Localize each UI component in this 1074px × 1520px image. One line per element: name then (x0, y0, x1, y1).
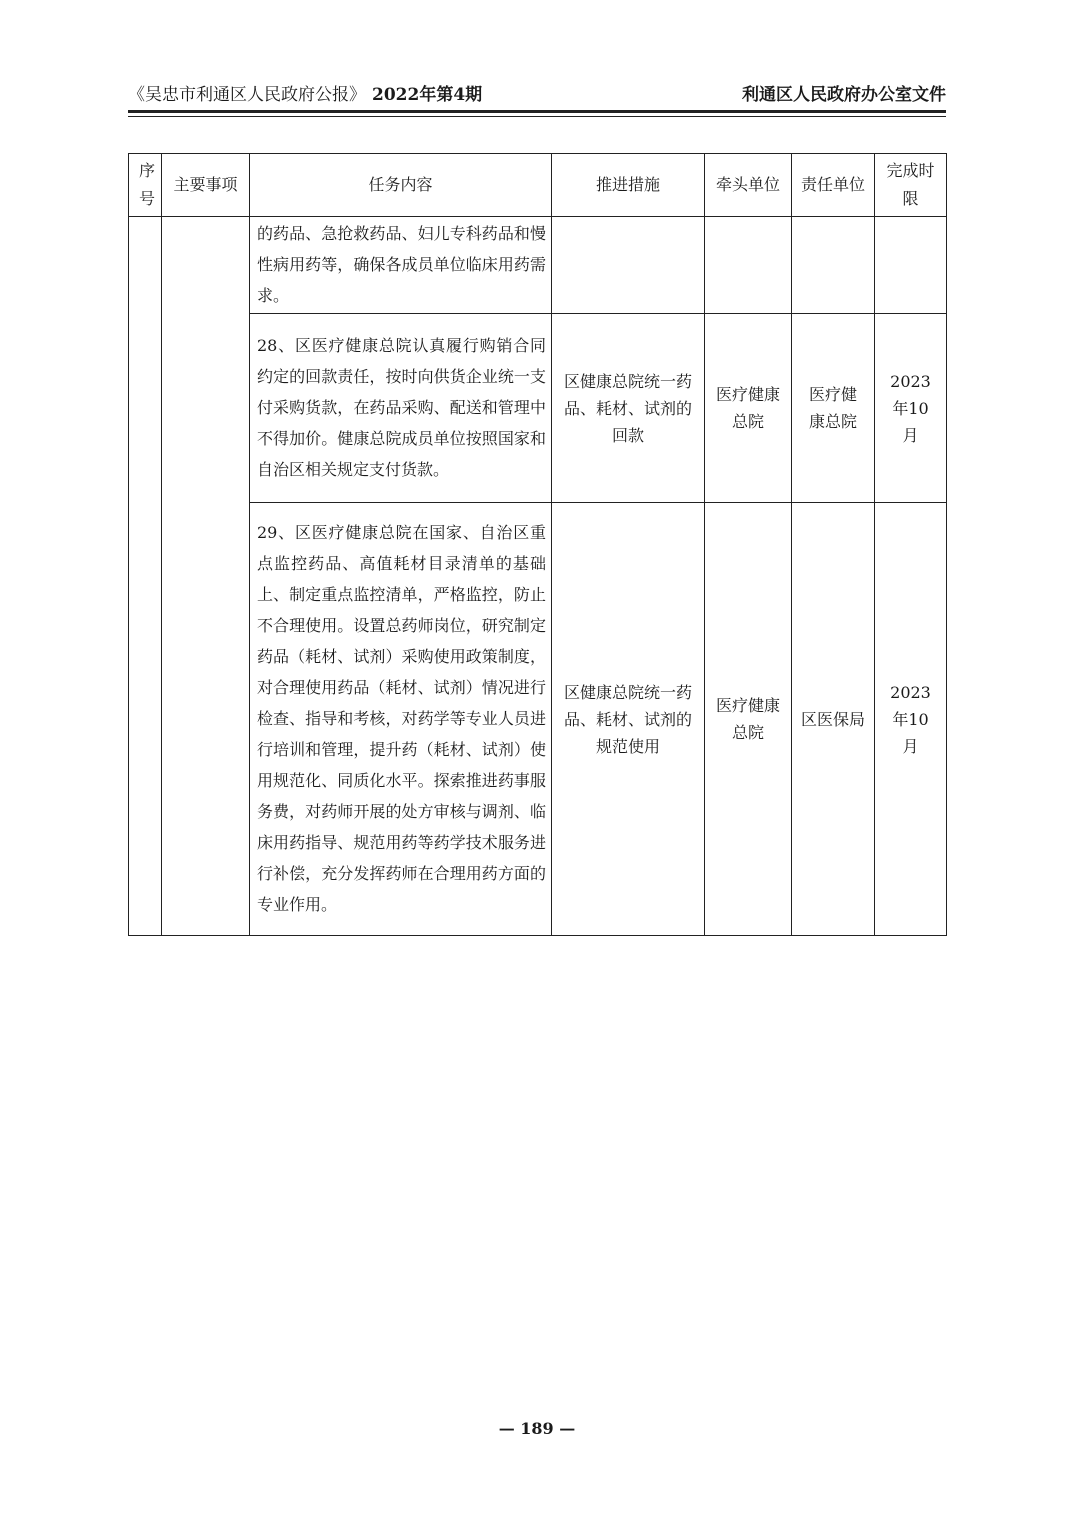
deadline-cell: 2023年10月 (875, 503, 947, 936)
deadline-cell (875, 217, 947, 314)
header-seq: 序号 (129, 154, 162, 217)
header-task: 任务内容 (250, 154, 552, 217)
page-number: — 189 — (498, 1419, 576, 1438)
header-office: 利通区人民政府办公室文件 (742, 85, 946, 105)
item-cell (162, 217, 250, 936)
page-header (128, 78, 946, 108)
measure-cell (552, 217, 705, 314)
task-cell: 的药品、急抢救药品、妇儿专科药品和慢性病用药等，确保各成员单位临床用药需求。 (250, 217, 552, 314)
measure-cell: 区健康总院统一药品、耗材、试剂的回款 (552, 314, 705, 503)
resp-cell (792, 217, 875, 314)
table-row (129, 217, 947, 314)
header-item: 主要事项 (162, 154, 250, 217)
publication-title: 《吴忠市利通区人民政府公报》 (128, 85, 366, 105)
lead-cell: 医疗健康总院 (705, 503, 792, 936)
header-rule-thick (128, 110, 946, 113)
header-resp: 责任单位 (792, 154, 875, 217)
header-measure: 推进措施 (552, 154, 705, 217)
table-header-row (129, 154, 947, 217)
resp-cell: 医疗健康总院 (792, 314, 875, 503)
task-table (128, 153, 947, 936)
lead-cell: 医疗健康总院 (705, 314, 792, 503)
measure-cell: 区健康总院统一药品、耗材、试剂的规范使用 (552, 503, 705, 936)
table-row (129, 314, 947, 503)
table-row (129, 503, 947, 936)
header-publication (128, 80, 482, 105)
issue-number: 2022年第4期 (372, 85, 483, 105)
task-cell: 28、区医疗健康总院认真履行购销合同约定的回款责任，按时向供货企业统一支付采购货款，在药品采购、配送和管理中不得加价。健康总院成员单位按照国家和自治区相关规定支付货款。 (250, 314, 552, 503)
task-cell: 29、区医疗健康总院在国家、自治区重点监控药品、高值耗材目录清单的基础上、制定重点监控清单，严格监控，防止不合理使用。设置总药师岗位，研究制定药品（耗材、试剂）采购使用政策制度，对合理使用药品（耗材、试剂）情况进行检查、指导和考核，对药学等专业人员进行培训和管理，提升药（耗材、试剂）使用规范化、同质化水平。探索推进药事服务费，对药师开展的处方审核与调剂、临床用药指导、规范用药等药学技术服务进行补偿，充分发挥药师在合理用药方面的专业作用。 (250, 503, 552, 936)
lead-cell (705, 217, 792, 314)
header-deadline: 完成时限 (875, 154, 947, 217)
header-lead: 牵头单位 (705, 154, 792, 217)
header-rule-thin (128, 116, 946, 117)
resp-cell: 区医保局 (792, 503, 875, 936)
seq-cell (129, 217, 162, 936)
deadline-cell: 2023年10月 (875, 314, 947, 503)
